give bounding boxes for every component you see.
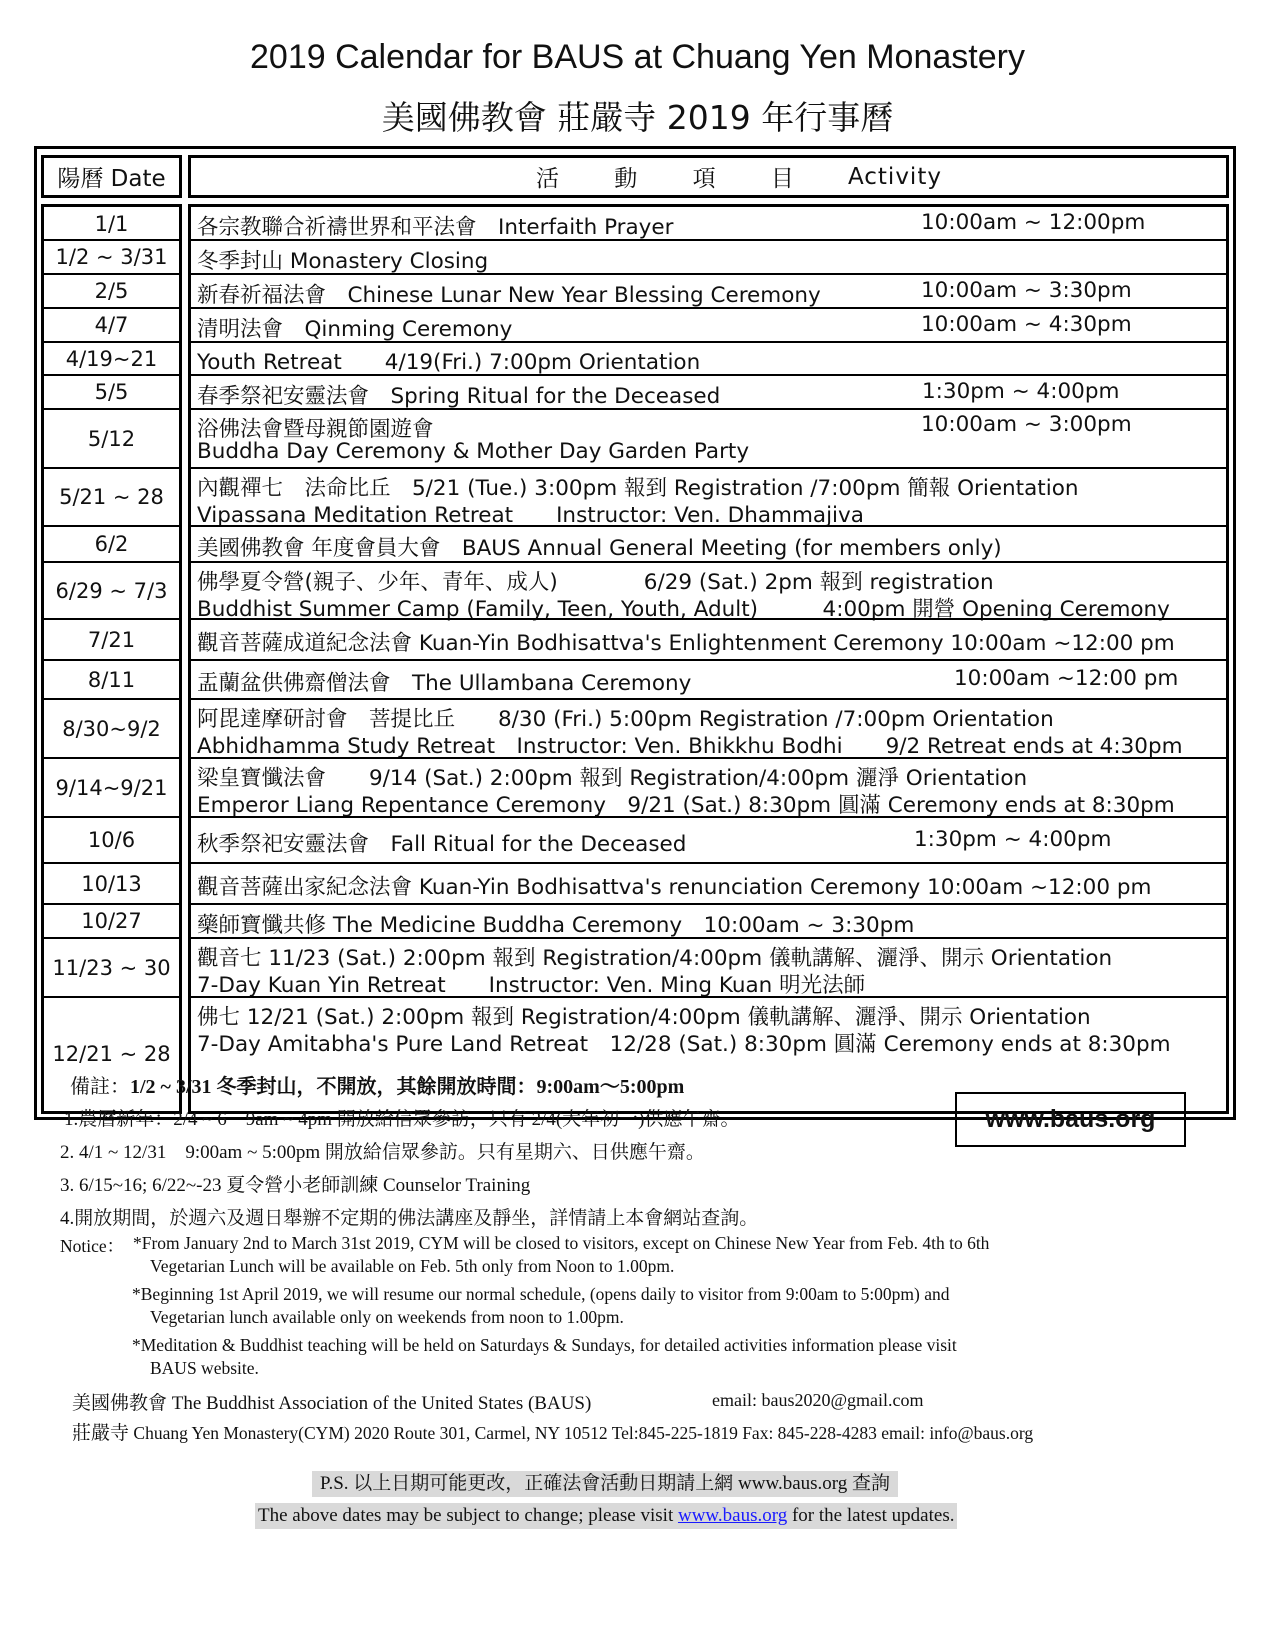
monastery-name-zh: 莊嚴寺: [72, 1422, 130, 1444]
note-2: 2. 4/1 ~ 12/31 9:00am ~ 5:00pm 開放給信眾參訪。只有星期六、日供應午齋。: [60, 1142, 705, 1163]
row-date: 10/6: [87, 828, 136, 852]
row-divider: [44, 757, 179, 759]
ps-note-zh: P.S. 以上日期可能更改，正確法會活動日期請上網 www.baus.org 查詢: [312, 1471, 898, 1497]
activity-line-2: Emperor Liang Repentance Ceremony 9/21 (Sat.) 8:30pm 圓滿 Ceremony ends at 8:30pm: [197, 793, 1175, 818]
org-name-zh: 美國佛教會: [72, 1392, 168, 1414]
notice-line-2: Vegetarian Lunch will be available on Feb. 5th only from Noon to 1.00pm.: [150, 1256, 675, 1276]
note-4: 4.開放期間，於週六及週日舉辦不定期的佛法講座及靜坐，詳情請上本會網站查詢。: [60, 1208, 759, 1229]
row-divider: [44, 525, 179, 527]
header-date: [41, 155, 182, 198]
activity-line-1: 藥師寶懺共修 The Medicine Buddha Ceremony 10:00am ~ 3:30pm: [197, 913, 915, 938]
activity-line-1: 盂蘭盆供佛齋僧法會 The Ullambana Ceremony: [197, 671, 692, 696]
row-divider: [44, 618, 179, 620]
row-divider: [44, 239, 179, 241]
row-activity: [191, 619, 1226, 660]
remark: [70, 1070, 684, 1099]
row-activity: [191, 240, 1226, 274]
activity-line-1: 佛學夏令營(親子、少年、青年、成人) 6/29 (Sat.) 2pm 報到 registration: [197, 570, 994, 595]
row-divider: [44, 273, 179, 275]
activity-time: 1:30pm ~ 4:00pm: [922, 379, 1120, 404]
row-divider: [44, 996, 179, 998]
row-divider: [191, 239, 1226, 241]
row-date: 1/1: [94, 211, 129, 236]
activity-line-1: 清明法會 Qinming Ceremony: [197, 317, 513, 342]
row-activity: [191, 274, 1226, 308]
activity-time: 10:00am ~ 4:30pm: [921, 312, 1132, 337]
row-date: 5/21 ~ 28: [59, 485, 164, 509]
row-date: 1/2 ~ 3/31: [55, 245, 168, 269]
row-activity: [191, 904, 1226, 938]
row-date: 11/23 ~ 30: [52, 955, 171, 980]
row-date: 6/29 ~ 7/3: [55, 578, 168, 603]
activity-line-1: 佛七 12/21 (Sat.) 2:00pm 報到 Registration/4:00pm 儀軌講解、灑淨、開示 Orientation: [197, 1005, 1091, 1030]
org-name-en: The Buddhist Association of the United States (BAUS): [171, 1393, 592, 1414]
monastery-address: Chuang Yen Monastery(CYM) 2020 Route 301, Carmel, NY 10512 Tel:845-225-1819 Fax: 845-228-4283 email: info@baus.org: [133, 1423, 1034, 1443]
activity-line-1: 美國佛教會 年度會員大會 BAUS Annual General Meeting (for members only): [197, 536, 1002, 561]
row-divider: [191, 525, 1226, 527]
row-date: 9/14~9/21: [55, 775, 168, 800]
row-divider: [44, 467, 179, 469]
activity-line-1: 觀音七 11/23 (Sat.) 2:00pm 報到 Registration/4:00pm 儀軌講解、灑淨、開示 Orientation: [197, 946, 1113, 971]
activity-time: 10:00am ~ 12:00pm: [921, 210, 1146, 235]
notice-line-5: *Meditation & Buddhist teaching will be held on Saturdays & Sundays, for detailed activities information please visit: [132, 1335, 957, 1355]
row-activity: [191, 526, 1226, 562]
activity-line-2: Buddha Day Ceremony & Mother Day Garden Party: [197, 439, 750, 464]
note-1: 1.農曆新年：2/4 ~ 6 9am ~ 4pm 開放給信眾參訪，只有 2/4(大年初一)供應午齋。: [64, 1109, 740, 1130]
row-divider: [191, 937, 1226, 939]
row-activity: [191, 207, 1226, 240]
ps-note-en: [255, 1503, 957, 1529]
row-divider: [191, 903, 1226, 905]
title-chinese: 美國佛教會 莊嚴寺 2019 年行事曆: [381, 98, 894, 137]
header-activity-en: Activity: [847, 163, 942, 190]
activity-line-2: Vipassana Meditation Retreat Instructor: Ven. Dhammajiva: [197, 503, 864, 528]
activity-time: 1:30pm ~ 4:00pm: [914, 827, 1112, 852]
activity-line-1: 冬季封山 Monastery Closing: [197, 249, 489, 274]
row-date: 7/21: [87, 627, 136, 652]
row-divider: [191, 996, 1226, 998]
row-date: 10/13: [81, 871, 142, 896]
notice-line-3: *Beginning 1st April 2019, we will resume our normal schedule, (opens daily to visitor from 9:00am to 5:00pm) and: [132, 1284, 950, 1304]
row-activity: [191, 863, 1226, 904]
activity-line-1: 秋季祭祀安靈法會 Fall Ritual for the Deceased: [197, 832, 687, 857]
row-activity: [191, 409, 1226, 468]
row-divider: [191, 374, 1226, 376]
row-divider: [191, 341, 1226, 343]
notice-line-6: BAUS website.: [150, 1358, 259, 1378]
row-divider: [191, 273, 1226, 275]
row-divider: [44, 341, 179, 343]
notice-line-4: Vegetarian lunch available only on weekends from noon to 1.00pm.: [150, 1307, 624, 1327]
row-activity: [191, 375, 1226, 409]
row-divider: [44, 307, 179, 309]
activity-line-1: 各宗教聯合祈禱世界和平法會 Interfaith Prayer: [197, 215, 674, 240]
remark-text: 1/2 ~ 3/31 冬季封山，不開放，其餘開放時間：9:00am～5:00pm: [130, 1076, 685, 1098]
activity-time: 10:00am ~ 3:00pm: [921, 412, 1132, 437]
row-divider: [44, 862, 179, 864]
website-label[interactable]: www.baus.org: [985, 1105, 1156, 1133]
row-divider: [191, 862, 1226, 864]
row-divider: [44, 698, 179, 700]
header-activity: [188, 155, 1229, 198]
row-divider: [44, 816, 179, 818]
row-divider: [44, 561, 179, 563]
row-divider: [191, 307, 1226, 309]
activity-line-1: 阿毘達摩研討會 菩提比丘 8/30 (Fri.) 5:00pm Registration /7:00pm Orientation: [197, 707, 1054, 732]
note-3: 3. 6/15~16; 6/22~-23 夏令營小老師訓練 Counselor Training: [60, 1175, 531, 1196]
row-activity: [191, 938, 1226, 997]
activity-line-2: Buddhist Summer Camp (Family, Teen, Youth, Adult) 4:00pm 開營 Opening Ceremony: [197, 597, 1170, 622]
ps-en-prefix: The above dates may be subject to change; please visit: [258, 1505, 678, 1526]
remark-label: 備註：: [70, 1076, 130, 1098]
activity-line-1: 梁皇寶懺法會 9/14 (Sat.) 2:00pm 報到 Registration/4:00pm 灑淨 Orientation: [197, 766, 1028, 791]
row-divider: [191, 698, 1226, 700]
activity-line-1: 春季祭祀安靈法會 Spring Ritual for the Deceased: [197, 384, 721, 409]
org-line-1: [72, 1388, 591, 1415]
row-date: 10/27: [81, 909, 142, 933]
activity-time: 10:00am ~12:00 pm: [954, 666, 1179, 691]
activity-line-2: 7-Day Amitabha's Pure Land Retreat 12/28 (Sat.) 8:30pm 圓滿 Ceremony ends at 8:30pm: [197, 1032, 1171, 1057]
row-divider: [44, 374, 179, 376]
activity-line-1: 觀音菩薩出家紀念法會 Kuan-Yin Bodhisattva's renunciation Ceremony 10:00am ~12:00 pm: [197, 875, 1152, 900]
notice-label: Notice：: [60, 1236, 125, 1256]
row-divider: [191, 816, 1226, 818]
activity-line-1: 內觀禪七 法命比丘 5/21 (Tue.) 3:00pm 報到 Registration /7:00pm 簡報 Orientation: [197, 476, 1079, 501]
title-english: 2019 Calendar for BAUS at Chuang Yen Monastery: [250, 38, 1025, 76]
row-date: 2/5: [94, 279, 129, 303]
row-date: 8/30~9/2: [62, 716, 161, 741]
row-divider: [191, 757, 1226, 759]
date-column: [41, 204, 182, 1114]
row-divider: [191, 467, 1226, 469]
row-date: 5/12: [87, 426, 136, 451]
activity-line-1: 新春祈福法會 Chinese Lunar New Year Blessing Ceremony: [197, 283, 821, 308]
header-date-label: 陽曆 Date: [57, 166, 166, 192]
activity-line-1: 觀音菩薩成道紀念法會 Kuan-Yin Bodhisattva's Enlightenment Ceremony 10:00am ~12:00 pm: [197, 631, 1175, 656]
row-activity: [191, 468, 1226, 526]
row-activity: [191, 699, 1226, 758]
activity-line-2: 7-Day Kuan Yin Retreat Instructor: Ven. Ming Kuan 明光法師: [197, 973, 866, 998]
row-divider: [44, 903, 179, 905]
row-divider: [44, 937, 179, 939]
website-box[interactable]: [955, 1092, 1186, 1147]
row-divider: [44, 408, 179, 410]
ps-en-link[interactable]: www.baus.org: [677, 1505, 788, 1526]
header-activity-zh: 活 動 項 目: [536, 166, 818, 192]
org-email: email: baus2020@gmail.com: [712, 1390, 924, 1410]
notice-line-1: *From January 2nd to March 31st 2019, CYM will be closed to visitors, except on Chinese New Year from Feb. 4th to 6th: [133, 1233, 990, 1253]
row-activity: [191, 342, 1226, 375]
row-activity: [191, 817, 1226, 863]
row-date: 4/19~21: [65, 346, 158, 371]
row-divider: [191, 561, 1226, 563]
row-divider: [191, 618, 1226, 620]
row-date: 8/11: [87, 667, 136, 692]
activity-column: [188, 204, 1229, 1114]
row-activity: [191, 562, 1226, 622]
row-date: 12/21 ~ 28: [52, 1042, 171, 1066]
row-activity: [191, 660, 1226, 699]
row-divider: [44, 659, 179, 661]
activity-line-1: 浴佛法會暨母親節園遊會: [197, 417, 434, 442]
org-line-2: [72, 1418, 1033, 1445]
activity-time: 10:00am ~ 3:30pm: [921, 278, 1132, 303]
row-date: 6/2: [94, 532, 129, 556]
row-divider: [191, 408, 1226, 410]
row-activity: [191, 308, 1226, 342]
activity-line-2: Abhidhamma Study Retreat Instructor: Ven. Bhikkhu Bodhi 9/2 Retreat ends at 4:30pm: [197, 734, 1183, 759]
row-date: 5/5: [94, 380, 129, 404]
row-date: 4/7: [94, 313, 129, 337]
row-divider: [191, 659, 1226, 661]
ps-en-suffix: for the latest updates.: [787, 1505, 955, 1526]
row-activity: [191, 758, 1226, 817]
activity-line-1: Youth Retreat 4/19(Fri.) 7:00pm Orientation: [197, 350, 701, 375]
